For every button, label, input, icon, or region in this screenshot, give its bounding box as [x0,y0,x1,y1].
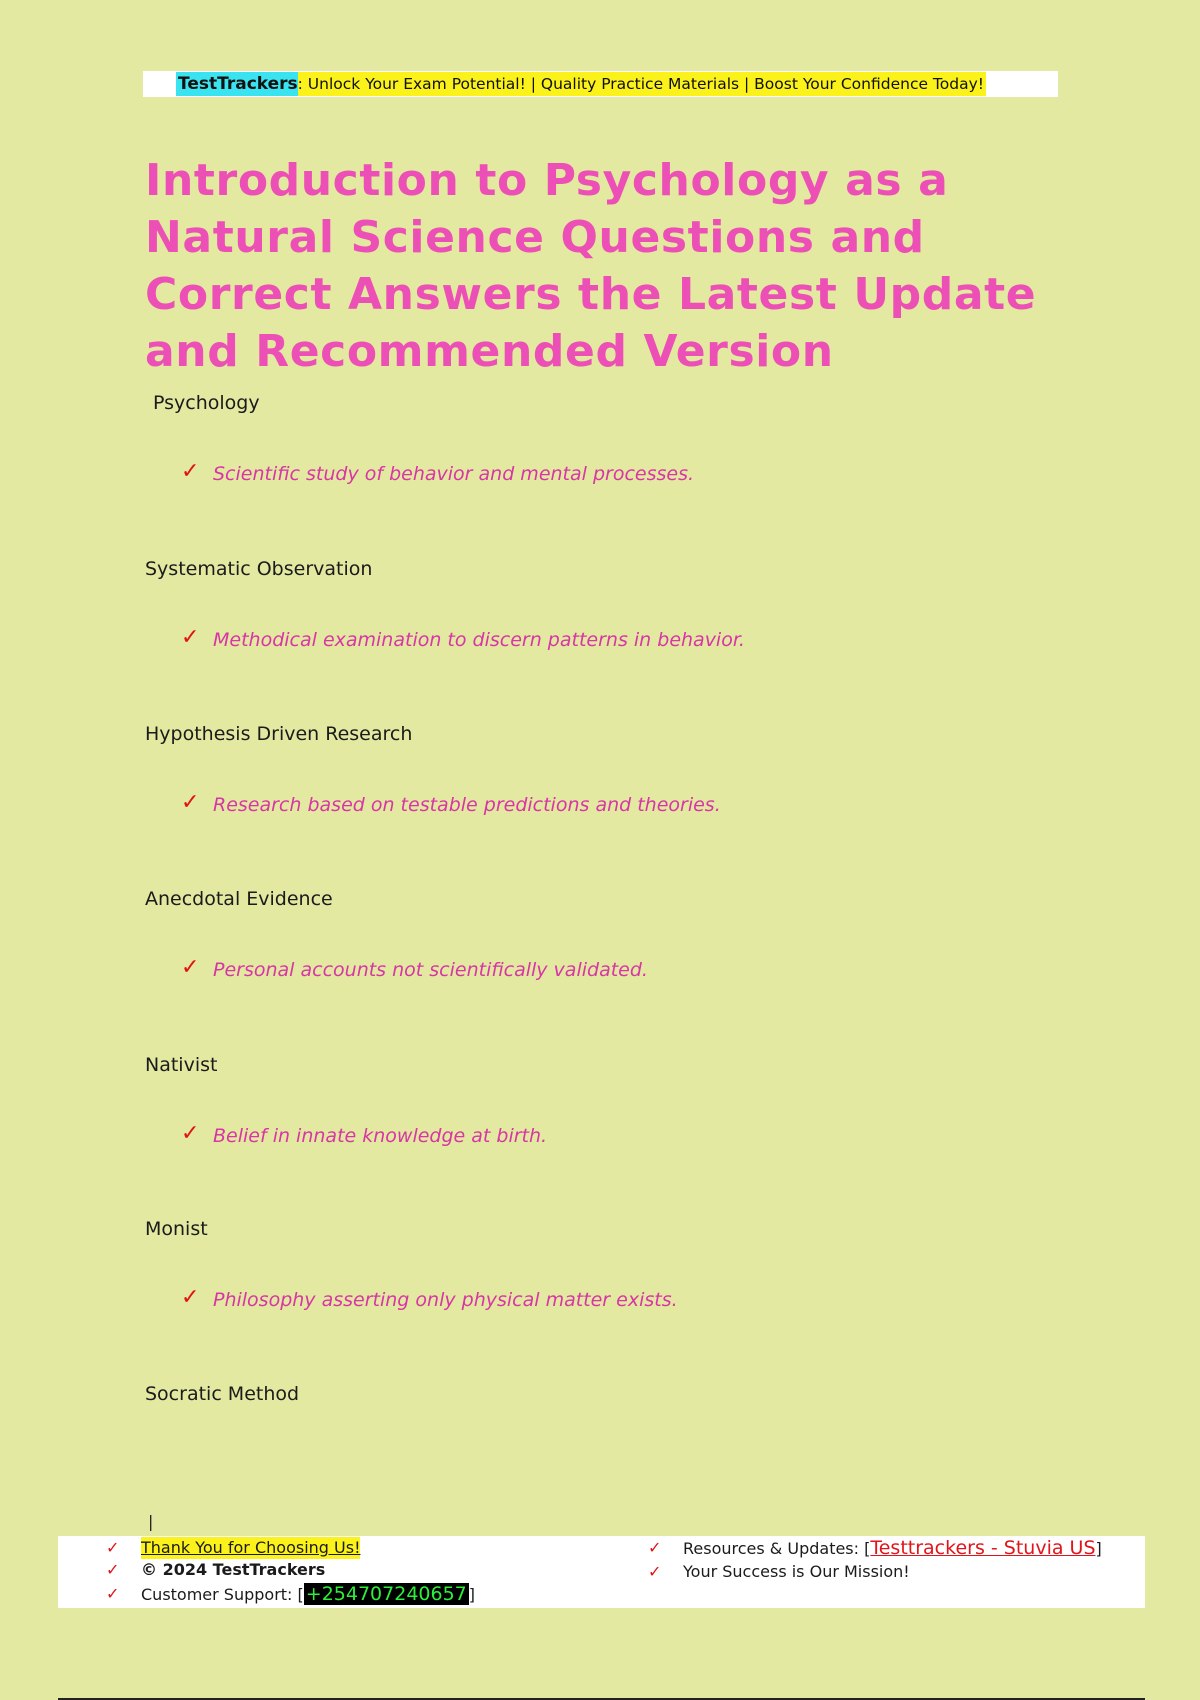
check-icon: ✓ [106,1560,120,1579]
qa-item [145,391,1045,487]
mission-text: Your Success is Our Mission! [683,1562,910,1581]
check-icon: ✓ [181,1121,200,1146]
support-close: ] [468,1585,476,1604]
resources-label: Resources & Updates: [ [683,1539,871,1558]
check-icon: ✓ [648,1538,662,1557]
support-phone[interactable]: +254707240657 [305,1583,467,1605]
check-icon: ✓ [181,1285,200,1310]
check-icon: ✓ [181,790,200,815]
answer-text: Scientific study of behavior and mental processes. [213,463,695,485]
header-banner [143,71,1058,97]
term: Anecdotal Evidence [145,888,333,910]
answer-text: Methodical examination to discern patterns in behavior. [213,629,745,651]
check-icon: ✓ [106,1538,120,1557]
answer [181,627,1045,653]
term: Hypothesis Driven Research [145,723,413,745]
answer [181,461,1045,487]
check-icon: ✓ [181,955,200,980]
document-title: Introduction to Psychology as a Natural Science Questions and Correct Answers the Latest Update and Recommended Version [145,155,1037,377]
qa-item [145,1053,1045,1149]
answer [181,1287,1045,1313]
qa-item [145,557,1045,653]
copyright-text: © 2024 TestTrackers [141,1560,326,1579]
answer [181,792,1045,818]
resources-close: ] [1095,1539,1102,1558]
qa-item [145,722,1045,818]
banner-tagline: : Unlock Your Exam Potential! | Quality Practice Materials | Boost Your Confidence Today! [298,72,986,96]
check-icon: ✓ [181,625,200,650]
term: Psychology [153,392,260,414]
answer [181,957,1045,983]
check-icon: ✓ [648,1562,662,1581]
term: Systematic Observation [145,558,373,580]
check-icon: ✓ [106,1584,120,1603]
brand-name: TestTrackers [178,74,298,94]
term: Monist [145,1218,208,1240]
answer-text: Belief in innate knowledge at birth. [213,1125,548,1147]
text-cursor: | [148,1512,154,1531]
check-icon: ✓ [181,459,200,484]
qa-item [145,887,1045,983]
answer-text: Research based on testable predictions and theories. [213,794,721,816]
resources-link[interactable]: Testtrackers - Stuvia US [870,1537,1096,1559]
support-label: Customer Support: [ [141,1585,304,1604]
footer [58,1536,1145,1608]
qa-item [145,1217,1045,1313]
term: Nativist [145,1054,218,1076]
answer-text: Philosophy asserting only physical matter exists. [213,1289,678,1311]
thanks-text: Thank You for Choosing Us! [141,1538,361,1557]
answer-text: Personal accounts not scientifically validated. [213,959,648,981]
answer [181,1123,1045,1149]
qa-item [145,1382,1045,1406]
term: Socratic Method [145,1383,300,1405]
